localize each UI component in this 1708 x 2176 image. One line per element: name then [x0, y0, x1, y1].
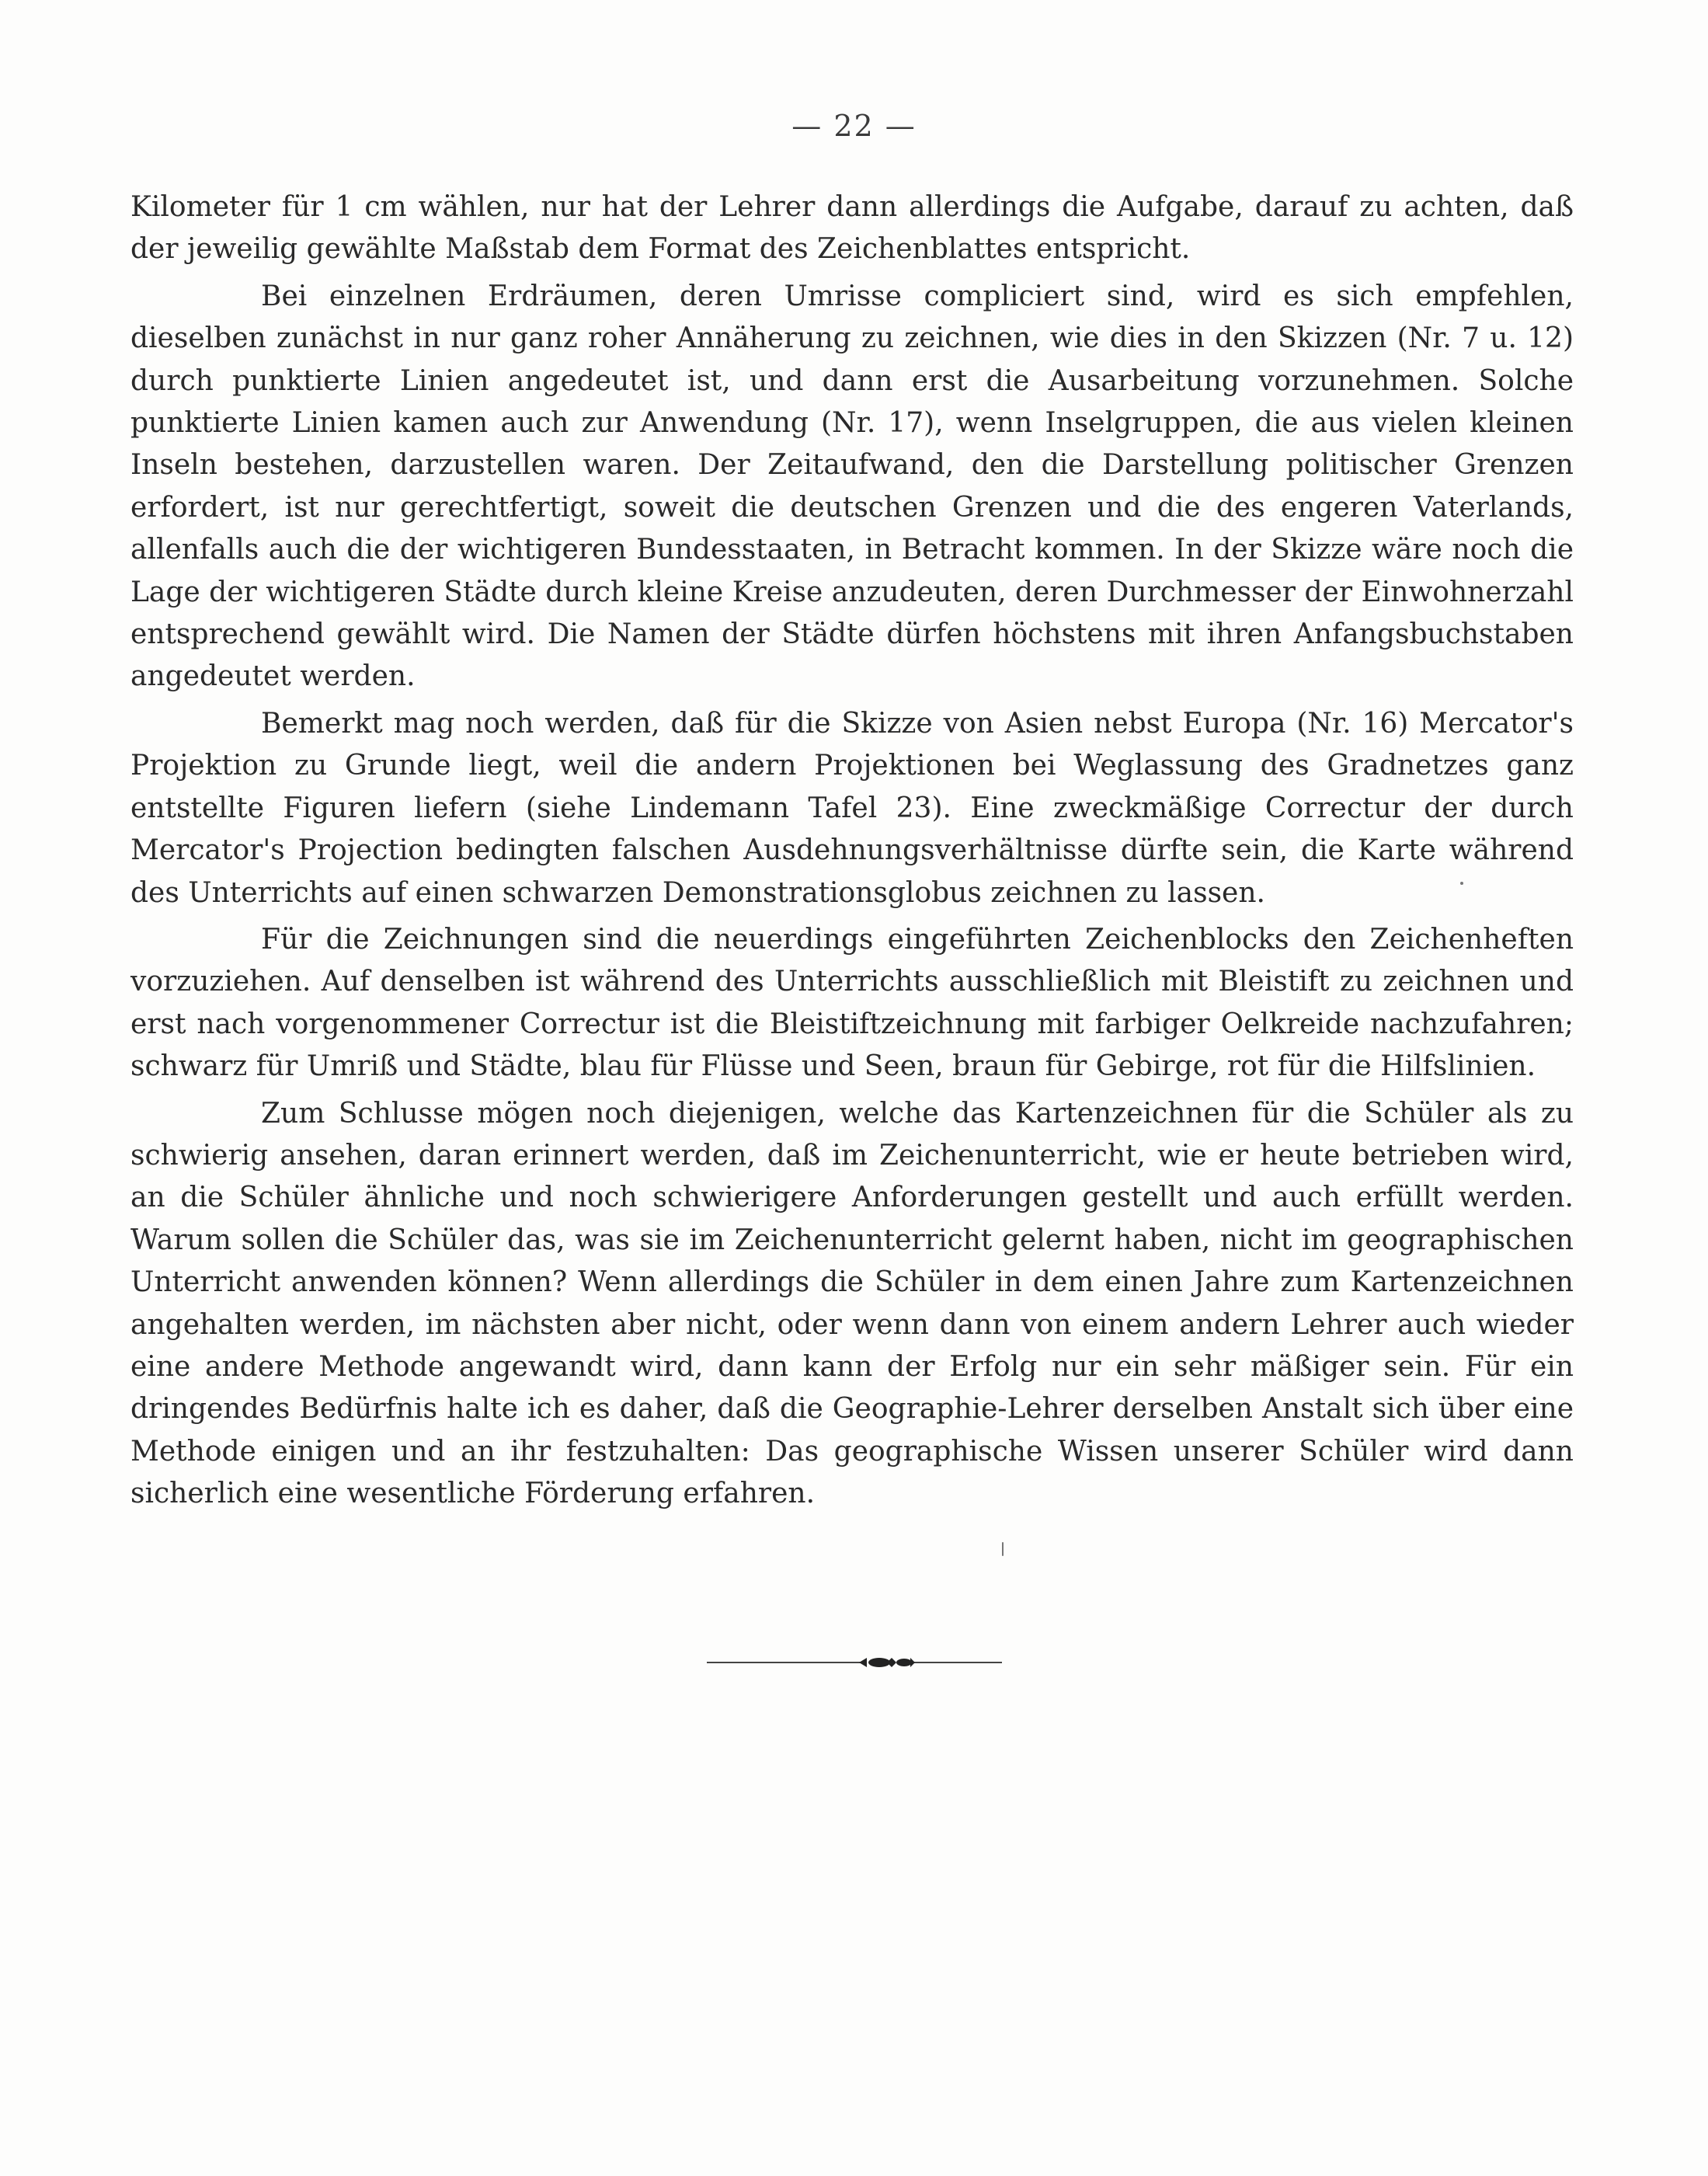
paper-speck: [1460, 882, 1463, 885]
paragraph-4: Für die Zeichnungen sind die neuerdings eingeführten Zeichenblocks den Zeichenheften vorzuziehen. Auf denselben ist während des Unterrichts ausschließlich mit Bleistift zu zeichnen und erst nach vorgenommener Correctur ist die Bleistiftzeichnung mit farbiger Oelkreide nachzufahren; schwarz für Umriß und Städte, blau für Flüsse und Seen, braun für Gebirge, rot für die Hilfslinien.: [130, 923, 1574, 1083]
paragraph-1: Kilometer für 1 cm wählen, nur hat der Lehrer dann allerdings die Aufgabe, darauf zu achten, daß der jeweilig gewählte Maßstab dem Format des Zeichenblattes entspricht.: [130, 191, 1574, 266]
paragraph-2: Bei einzelnen Erdräumen, deren Umrisse compliciert sind, wird es sich empfehlen, dieselben zunächst in nur ganz roher Annäherung zu zeichnen, wie dies in den Skizzen (Nr. 7 u. 12) durch punktierte Linien angedeutet ist, und dann erst die Ausarbeitung vorzunehmen. Solche punktierte Linien kamen auch zur Anwendung (Nr. 17), wenn Inselgruppen, die aus vielen kleinen Inseln bestehen, darzustellen waren. Der Zeitaufwand, den die Darstellung politischer Grenzen erfordert, ist nur gerechtfertigt, soweit die deutschen Grenzen und die des engeren Vaterlands, allenfalls auch die der wichtigeren Bundesstaaten, in Betracht kommen. In der Skizze wäre noch die Lage der wichtigeren Städte durch kleine Kreise anzudeuten, deren Durchmesser der Einwohnerzahl entsprechend gewählt wird. Die Namen der Städte dürfen höchstens mit ihren Anfangsbuchstaben angedeutet werden.: [130, 280, 1574, 693]
page-number: — 22 —: [791, 109, 917, 143]
body-text: [130, 186, 1574, 1520]
closing-ornament: [0, 1653, 1708, 1672]
ornament-rule-icon: [707, 1653, 1002, 1672]
paragraph-3: Bemerkt mag noch werden, daß für die Skizze von Asien nebst Europa (Nr. 16) Mercator's Projektion zu Grunde liegt, weil die andern Projektionen bei Weglassung des Gradnetzes ganz entstellte Figuren liefern (siehe Lindemann Tafel 23). Eine zweckmäßige Correctur der durch Mercator's Projection bedingten falschen Ausdehnungsverhältnisse dürfte sein, die Karte während des Unterrichts auf einen schwarzen Demonstrationsglobus zeichnen zu lassen.: [130, 707, 1574, 909]
paragraph-5: Zum Schlusse mögen noch diejenigen, welche das Kartenzeichnen für die Schüler als zu schwierig ansehen, daran erinnert werden, daß im Zeichenunterricht, wie er heute betrieben wird, an die Schüler ähnliche und noch schwierigere Anforderungen gestellt und auch erfüllt werden. Warum sollen die Schüler das, was sie im Zeichenunterricht gelernt haben, nicht im geographischen Unterricht anwenden können? Wenn allerdings die Schüler in dem einen Jahre zum Kartenzeichnen angehalten werden, im nächsten aber nicht, oder wenn dann von einem andern Lehrer auch wieder eine andere Methode angewandt wird, dann kann der Erfolg nur ein sehr mäßiger sein. Für ein dringendes Bedürfnis halte ich es daher, daß die Geographie-Lehrer derselben Anstalt sich über eine Methode einigen und an ihr festzuhalten: Das geographische Wissen unserer Schüler wird dann sicherlich eine wesentliche Förderung erfahren.: [130, 1097, 1574, 1510]
paper-speck: [1002, 1542, 1004, 1556]
